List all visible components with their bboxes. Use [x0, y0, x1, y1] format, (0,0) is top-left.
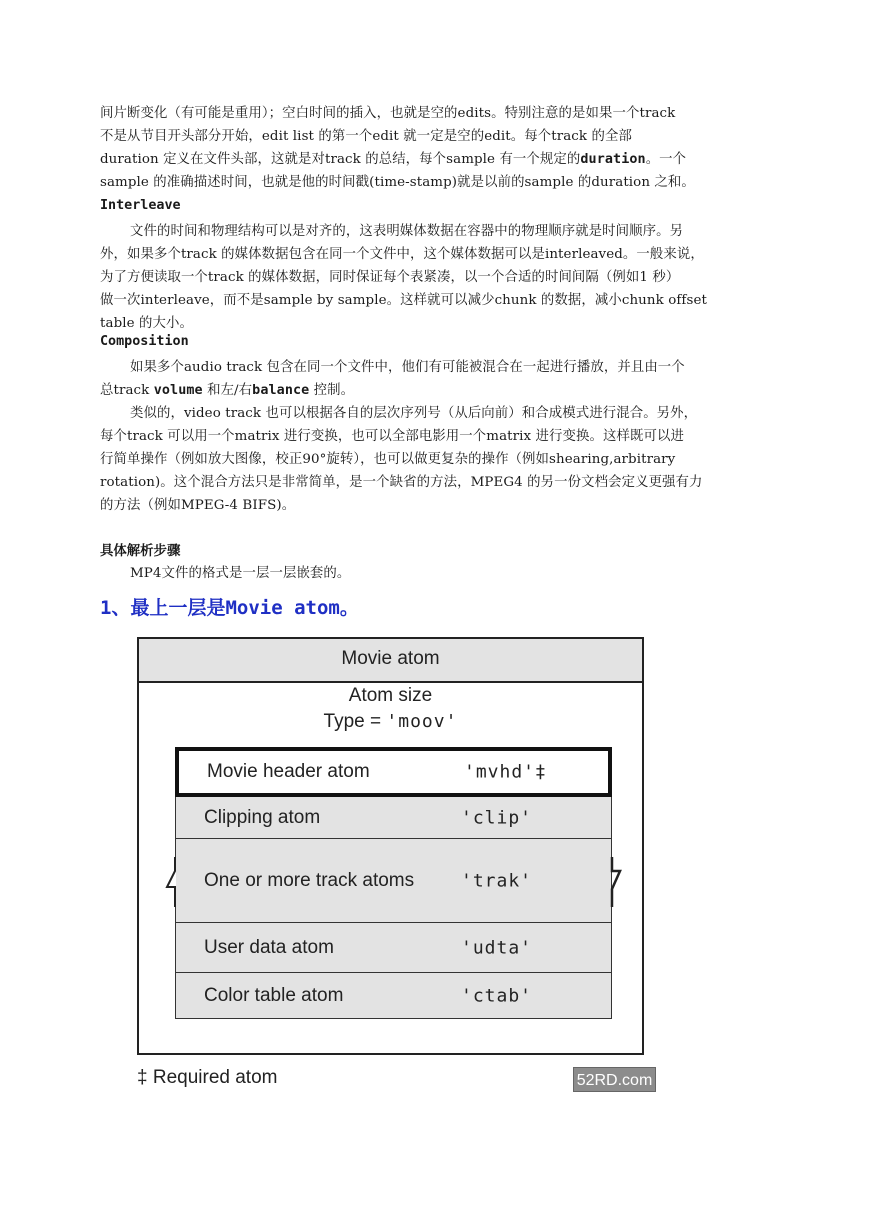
text-line: 不是从节目开头部分开始，edit list 的第一个edit 就一定是空的edit。每个track 的全部: [100, 129, 632, 144]
heading-interleave: Interleave: [100, 198, 181, 213]
text-line: MP4文件的格式是一层一层嵌套的。: [130, 566, 351, 581]
text-line: 为了方便读取一个track 的媒体数据，同时保证每个表紧凑，以一个合适的时间间隔（例如1 秒）: [100, 270, 680, 285]
text-line: 外，如果多个track 的媒体数据包含在同一个文件中，这个媒体数据可以是interleaved。一般来说，: [100, 247, 704, 262]
atom-row-ctab: Color table atom 'ctab': [175, 973, 612, 1019]
bold-term-volume: volume: [153, 383, 203, 398]
text-line: table 的大小。: [100, 316, 193, 331]
section-title: 1、最上一层是Movie atom。: [100, 597, 359, 619]
text-line: 间片断变化（有可能是重用）；空白时间的插入，也就是空的edits。特别注意的是如果一个track: [100, 106, 676, 121]
atom-row-mvhd: Movie header atom 'mvhd'‡: [175, 747, 612, 797]
text-line: 做一次interleave，而不是sample by sample。这样就可以减少chunk 的数据，减小chunk offset: [100, 293, 707, 308]
diagram-title: Movie atom: [139, 639, 642, 683]
watermark-badge: 52RD.com: [573, 1067, 656, 1092]
break-mark-left-icon: [165, 857, 185, 907]
atom-row-clip: Clipping atom 'clip': [175, 797, 612, 839]
heading-composition: Composition: [100, 334, 189, 349]
child-atom-stack: [175, 747, 612, 1017]
heading-parsing-steps: 具体解析步骤: [100, 544, 181, 559]
paragraph-interleave: [100, 220, 760, 335]
text-line: 总track volume 和左/右balance 控制。: [100, 383, 355, 398]
paragraph-composition-audio: [100, 356, 760, 402]
atom-row-udta: User data atom 'udta': [175, 923, 612, 973]
text-line: 的方法（例如MPEG-4 BIFS)。: [100, 498, 296, 513]
text-line: 文件的时间和物理结构可以是对齐的，这表明媒体数据在容器中的物理顺序就是时间顺序。另: [130, 224, 684, 239]
text-line: sample 的准确描述时间，也就是他的时间戳(time-stamp)就是以前的sample 的duration 之和。: [100, 175, 695, 190]
paragraph-edits: [100, 102, 760, 194]
text-line: 每个track 可以用一个matrix 进行变换，也可以全部电影用一个matrix 进行变换。这样既可以进: [100, 429, 684, 444]
bold-term-balance: balance: [252, 383, 310, 398]
required-atom-legend: ‡ Required atom: [137, 1067, 278, 1088]
paragraph-composition-video: [100, 402, 760, 517]
text-line: 类似的，video track 也可以根据各自的层次序列号（从后向前）和合成模式进行混合。另外，: [130, 406, 698, 421]
text-line: 行简单操作（例如放大图像，校正90°旋转），也可以做更复杂的操作（例如shearing,arbitrary: [100, 452, 676, 467]
break-mark-right-icon: [602, 857, 624, 907]
movie-atom-diagram: [137, 637, 644, 1055]
text-line: duration 定义在文件头部，这就是对track 的总结，每个sample 有一个规定的duration。一个: [100, 152, 687, 167]
text-line: 如果多个audio track 包含在同一个文件中，他们有可能被混合在一起进行播放，并且由一个: [130, 360, 685, 375]
atom-row-trak: One or more track atoms 'trak': [175, 839, 612, 923]
atom-size-label: Atom size: [348, 685, 433, 706]
bold-term-duration: duration: [580, 152, 646, 167]
atom-type-label: Type = 'moov': [323, 711, 458, 732]
paragraph-steps-intro: [100, 562, 760, 585]
text-line: rotation)。这个混合方法只是非常简单，是一个缺省的方法，MPEG4 的另一份文档会定义更强有力: [100, 475, 703, 490]
